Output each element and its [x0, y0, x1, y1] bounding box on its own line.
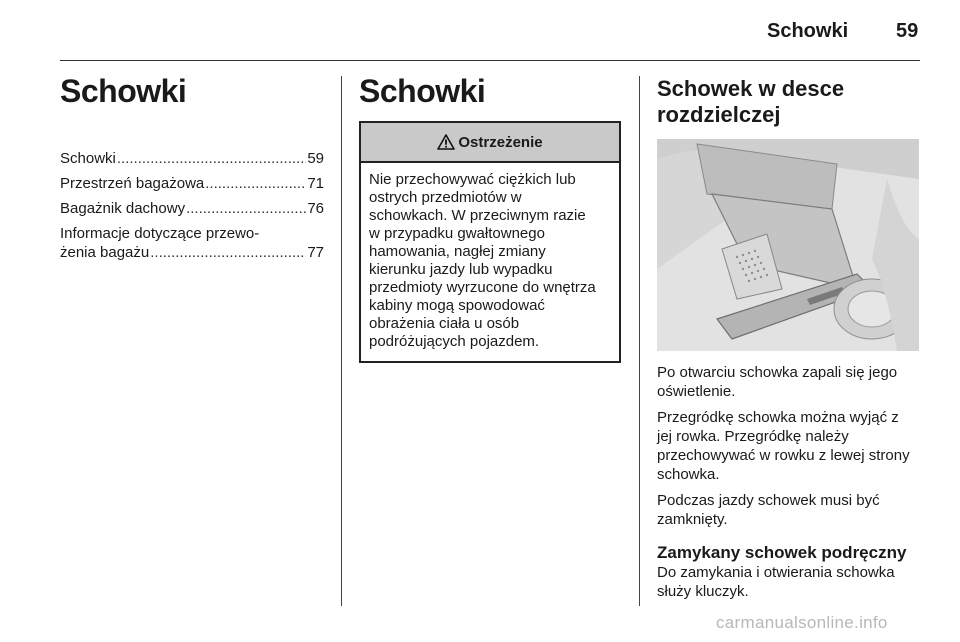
paragraph: [657, 408, 923, 484]
toc-entry-text: Przestrzeń bagażowa: [60, 175, 205, 192]
page-number: 59: [896, 20, 919, 42]
section-heading-line: rozdzielczej: [657, 102, 781, 127]
toc-entry[interactable]: [60, 174, 324, 193]
paragraph-line: oświetlenie.: [657, 383, 736, 400]
section-heading-line: Schowek w desce: [657, 76, 845, 101]
chapter-toc: [60, 72, 324, 268]
toc-leader: [150, 243, 306, 262]
warning-icon: [437, 134, 455, 150]
warning-line: schowkach. W przeciwnym razie: [369, 207, 586, 224]
paragraph-line: Do zamykania i otwierania schowka: [657, 564, 895, 581]
subsection-heading: Zamykany schowek podręczny: [657, 543, 907, 562]
paragraph-line: przechowywać w rowku z lewej strony: [657, 447, 910, 464]
toc-entry[interactable]: [60, 199, 324, 218]
warning-line: podróżujących pojazdem.: [369, 333, 540, 350]
paragraph-line: zamknięty.: [657, 511, 728, 528]
warning-label: Ostrzeżenie: [458, 133, 543, 151]
warning-box: [359, 121, 621, 363]
chapter-title: Schowki: [60, 73, 187, 109]
toc-entry-page: 71: [307, 175, 324, 192]
warning-line: Nie przechowywać ciężkich lub: [369, 171, 576, 188]
toc-entry-continued: [60, 243, 324, 262]
column-divider: [341, 76, 342, 606]
warning-line: kabiny mogą spowodować: [369, 297, 545, 314]
paragraph: [657, 363, 923, 401]
watermark: carmanualsonline.info: [716, 613, 888, 632]
warning-line: obrażenia ciała u osób: [369, 315, 520, 332]
header-title: Schowki: [767, 20, 849, 42]
column-divider: [639, 76, 640, 606]
paragraph-line: schowka.: [657, 466, 720, 483]
middle-column: [359, 72, 621, 363]
toc-entry-page: 77: [307, 244, 324, 261]
toc-entry-page: 76: [307, 200, 324, 217]
warning-line: przedmioty wyrzucone do wnętrza: [369, 279, 596, 296]
page-header: [0, 0, 960, 60]
toc-entry-page: 59: [307, 150, 324, 167]
paragraph-line: Przegródkę schowka można wyjąć z: [657, 409, 899, 426]
toc-entry[interactable]: [60, 149, 324, 168]
toc-leader: [117, 149, 306, 168]
warning-text: [361, 163, 619, 361]
paragraph-line: jej rowka. Przegródkę należy: [657, 428, 849, 445]
warning-line: hamowania, nagłej zmiany: [369, 243, 546, 260]
paragraph-line: służy kluczyk.: [657, 583, 749, 600]
toc-leader: [186, 199, 306, 218]
warning-line: ostrych przedmiotów w: [369, 189, 522, 206]
section-title: Schowki: [359, 73, 486, 109]
toc-entry-text: Schowki: [60, 150, 116, 167]
toc-entry[interactable]: [60, 224, 324, 262]
glovebox-drawing: [657, 139, 919, 351]
warning-header: [361, 123, 619, 163]
paragraph-line: Po otwarciu schowka zapali się jego: [657, 364, 898, 381]
section-heading: [657, 76, 923, 128]
toc-entry-text: żenia bagażu: [60, 244, 150, 261]
paragraph-line: Podczas jazdy schowek musi być: [657, 492, 880, 509]
toc-leader: [205, 174, 306, 193]
warning-line: kierunku jazdy lub wypadku: [369, 261, 553, 278]
header-rule: [60, 60, 920, 61]
glovebox-illustration: [657, 139, 919, 351]
warning-line: w przypadku gwałtownego: [369, 225, 545, 242]
toc-entry-text: Bagażnik dachowy: [60, 200, 186, 217]
right-column: [657, 76, 923, 601]
paragraph: [657, 491, 923, 529]
toc-entry-text: Informacje dotyczące przewo-: [60, 225, 260, 242]
toc-list: [60, 149, 324, 262]
paragraph: [657, 563, 923, 601]
